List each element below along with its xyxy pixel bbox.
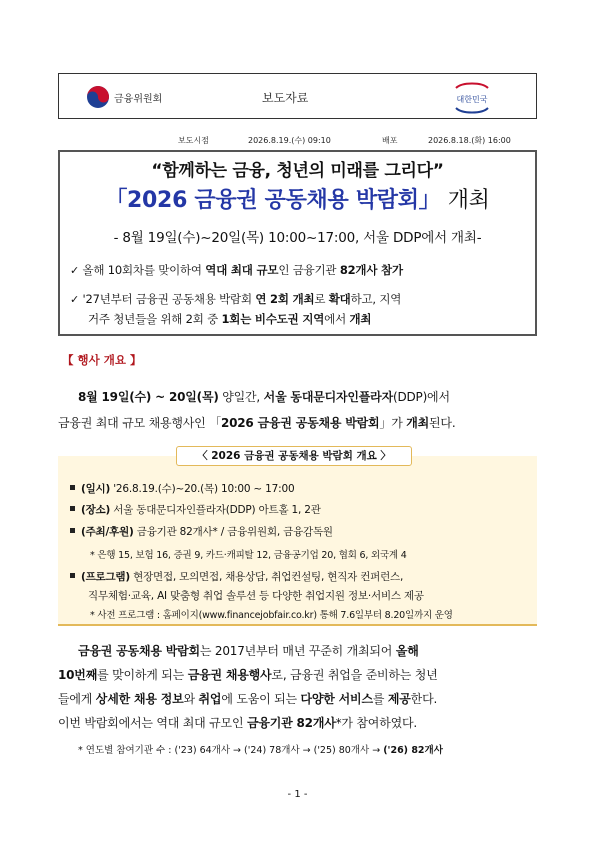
main-title xyxy=(58,183,537,214)
square-bullet-icon xyxy=(70,573,75,578)
dist-label: 배포 xyxy=(382,136,398,145)
highlight-bullet-2: ✓ '27년부터 금융권 공동채용 박람회 연 2회 개최로 확대하고, 지역 xyxy=(70,292,402,306)
check-icon: ✓ xyxy=(70,264,80,277)
doc-type: 보도자료 xyxy=(262,91,309,105)
intro-line-1: 8월 19일(수) ~ 20일(목) 양일간, 서울 동대문디자인플라자(DDP)에서 xyxy=(78,390,450,404)
section-label: 【 행사 개요 】 xyxy=(62,353,142,367)
highlight-bullet-2-cont: 거주 청년들을 위해 2회 중 1회는 비수도권 지역에서 개최 xyxy=(88,312,372,326)
main-title-text: 「2026 금융권 공동채용 박람회」 xyxy=(105,188,441,213)
dist-time: 2026.8.18.(화) 16:00 xyxy=(428,136,511,145)
org-name: 금융위원회 xyxy=(114,94,163,105)
overview-title: 〈 2026 금융권 공동채용 박람회 개요 〉 xyxy=(176,446,412,466)
date-line: - 8월 19일(수)~20일(목) 10:00~17:00, 서울 DDP에서 개최- xyxy=(113,230,482,246)
square-bullet-icon xyxy=(70,485,75,490)
square-bullet-icon xyxy=(70,528,75,533)
page-number: - 1 - xyxy=(287,789,308,800)
overview-item-host: (주최/후원) 금융기관 82개사* / 금융위원회, 금융감독원 xyxy=(70,524,333,539)
body-line-2: 10번째를 맞이하게 되는 금융권 채용행사로, 금융권 취업을 준비하는 청년 xyxy=(58,668,438,682)
check-icon: ✓ xyxy=(70,293,80,306)
participation-footnote: * 연도별 참여기관 수 : ('23) 64개사 → ('24) 78개사 → ('25) 80개사 → ('26) 82개사 xyxy=(78,745,443,756)
body-line-4: 이번 박람회에서는 역대 최대 규모인 금융기관 82개사*가 참여하였다. xyxy=(58,716,417,730)
report-time: 2026.8.19.(수) 09:10 xyxy=(248,136,331,145)
body-line-3: 들에게 상세한 채용 정보와 취업에 도움이 되는 다양한 서비스를 제공한다. xyxy=(58,692,438,706)
square-bullet-icon xyxy=(70,506,75,511)
taegeuk-logo-icon xyxy=(86,85,110,109)
main-title-tail: 개최 xyxy=(447,188,490,213)
highlight-bullet-1: ✓ 올해 10회차를 맞이하여 역대 최대 규모인 금융기관 82개사 참가 xyxy=(70,263,403,277)
body-line-1: 금융권 공동채용 박람회는 2017년부터 매년 꾸준히 개최되어 올해 xyxy=(78,644,419,658)
overview-program-note: * 사전 프로그램 : 홈페이지(www.financejobfair.co.kr) 통해 7.6일부터 8.20일까지 운영 xyxy=(90,610,453,621)
slogan-logo-icon xyxy=(452,80,492,116)
overview-item-program: (프로그램) 현장면접, 모의면접, 채용상담, 취업컨설팅, 현직자 컨퍼런스, xyxy=(70,569,403,584)
report-label: 보도시점 xyxy=(178,136,209,145)
slogan-logo-text: 대한민국 xyxy=(456,95,488,104)
intro-line-2: 금융권 최대 규모 채용행사인 「2026 금융권 공동채용 박람회」가 개최된다. xyxy=(58,416,456,430)
overview-host-note: * 은행 15, 보험 16, 증권 9, 카드·캐피탈 12, 금융공기업 20, 협회 6, 외국계 4 xyxy=(90,550,407,561)
overview-item-venue: (장소) 서울 동대문디자인플라자(DDP) 아트홀 1, 2관 xyxy=(70,502,321,517)
overview-program-line2: 직무체험·교육, AI 맞춤형 취업 솔루션 등 다양한 취업지원 정보·서비스 제공 xyxy=(88,590,424,602)
overview-item-date: (일시) '26.8.19.(수)~20.(목) 10:00 ~ 17:00 xyxy=(70,481,294,496)
subtitle: “함께하는 금융, 청년의 미래를 그리다” xyxy=(151,161,444,181)
